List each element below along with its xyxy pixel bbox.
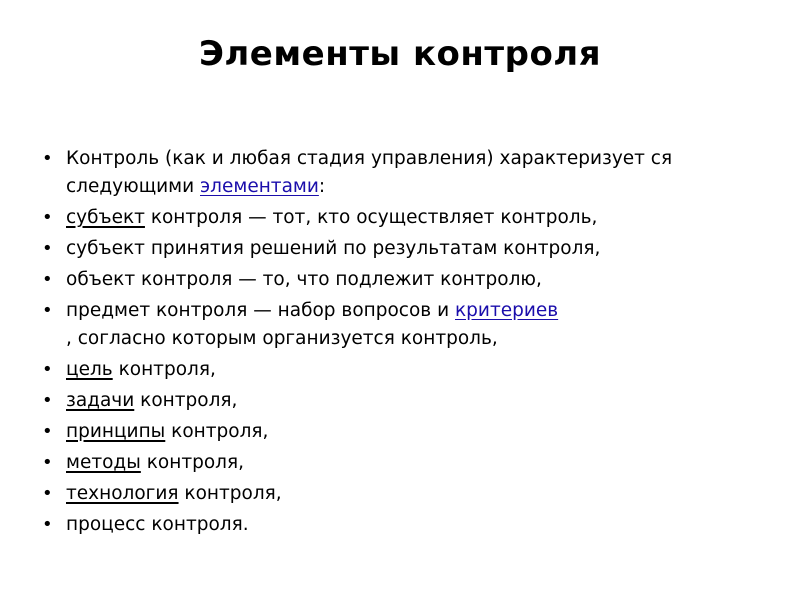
bullet-text: : <box>318 176 326 197</box>
bullet-item <box>40 387 760 415</box>
term-goal: цель <box>66 359 113 380</box>
bullet-item <box>40 145 760 201</box>
bullet-item <box>40 511 760 539</box>
term-subject: субъект <box>66 207 145 228</box>
bullet-item <box>40 266 760 294</box>
bullet-item <box>40 204 760 232</box>
term-tasks: задачи <box>66 390 135 411</box>
bullet-text: контроля, <box>165 421 269 442</box>
bullet-text: , согласно которым организуется контроль, <box>66 328 498 349</box>
bullet-item <box>40 235 760 263</box>
bullet-text: контроля, <box>178 483 282 504</box>
bullet-item <box>40 449 760 477</box>
bullet-text: контроля — тот, кто осуществляет контроль, <box>144 207 598 228</box>
elements-link[interactable]: элементами <box>200 176 319 197</box>
bullet-list <box>40 145 760 542</box>
bullet-text: Контроль (как и любая стадия управления) характеризует ся следующими <box>66 148 673 197</box>
criteria-link[interactable]: критериев <box>455 300 559 321</box>
bullet-item <box>40 480 760 508</box>
term-technology: технология <box>66 483 179 504</box>
bullet-item <box>40 297 760 353</box>
bullet-item <box>40 418 760 446</box>
term-principles: принципы <box>66 421 166 442</box>
slide-title: Элементы контроля <box>198 34 602 74</box>
bullet-item <box>40 356 760 384</box>
bullet-text: субъект принятия решений по результатам контроля, <box>66 238 601 259</box>
bullet-text: объект контроля — то, что подлежит контролю, <box>66 269 542 290</box>
bullet-text: контроля, <box>140 452 244 473</box>
term-methods: методы <box>66 452 141 473</box>
bullet-text: процесс контроля. <box>66 514 249 535</box>
bullet-text: контроля, <box>134 390 238 411</box>
bullet-text: предмет контроля — набор вопросов и <box>66 300 455 321</box>
bullet-text: контроля, <box>112 359 216 380</box>
